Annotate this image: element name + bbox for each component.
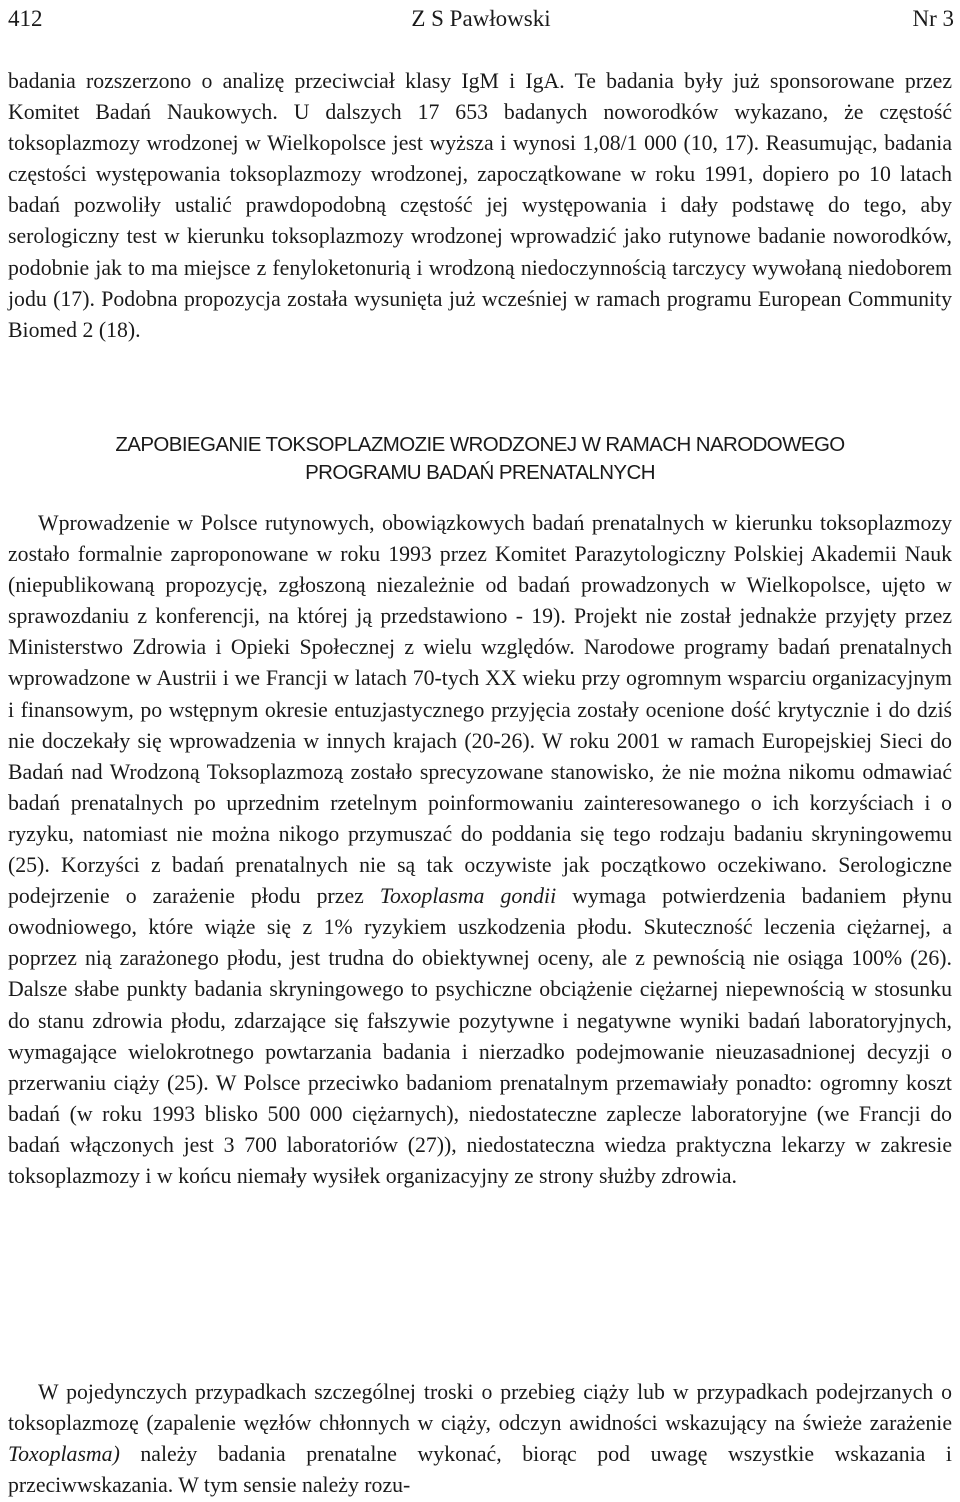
species-name-italic: Toxoplasma gondii	[379, 884, 557, 909]
issue-number: Nr 3	[912, 6, 954, 31]
paragraph-3-text-b: należy badania prenatalne wykonać, biorąc pod uwagę wszystkie wskazania i przeciwwskazania. W tym sensie należy rozu-	[8, 1442, 952, 1498]
genus-name-italic: Toxoplasma)	[8, 1442, 120, 1467]
section-heading-line-1: ZAPOBIEGANIE TOKSOPLAZMOZIE WRODZONEJ W RAMACH NARODOWEGO	[115, 433, 845, 456]
page-number: 412	[8, 6, 43, 31]
section-heading-line-2: PROGRAMU BADAŃ PRENATALNYCH	[305, 461, 655, 484]
paragraph-3-text-a: W pojedynczych przypadkach szczególnej troski o przebieg ciąży lub w przypadkach podejrzanych o toksoplazmozę (zapalenie węzłów chłonnych w ciąży, odczyn awidności wskazujący na świeże zarażenie	[8, 1380, 952, 1436]
running-author: Z S Pawłowski	[411, 6, 551, 31]
paragraph-2-text-a: Wprowadzenie w Polsce rutynowych, obowiązkowych badań prenatalnych w kierunku toksoplazmozy zostało formalnie zaproponowane w roku 1993 przez Komitet Parazytologiczny Polskiej Akademii Nauk (niepublikowaną propozycję, zgłoszoną niezależnie od badań prowadzonych w Wielkopolsce, ujęto w sprawozdaniu z konferencji, na której ją przedstawiono - 19). Projekt nie został jednakże przyjęty przez Ministerstwo Zdrowia i Opieki Społecznej z wielu względów. Narodowe programy badań prenatalnych wprowadzone w Austrii i we Francji w latach 70-tych XX wieku przy ogromnym wsparciu organizacyjnym i finansowym, po wstępnym okresie entuzjastycznego przyjęcia zostały ocenione dość krytycznie i do dziś nie doczekały się wprowadzenia w innych krajach (20-26). W roku 2001 w ramach Europejskiej Sieci do Badań nad Wrodzoną Toksoplazmozą zostało sprecyzowane stanowisko, że nie można nikomu odmawiać badań prenatalnych po uprzednim rzetelnym poinformowaniu zainteresowanego o ich korzyściach i o ryzyku, natomiast nie można nikogo przymuszać do poddania się tego rodzaju badaniu skryningowemu (25). Korzyści z badań prenatalnych nie są tak oczywiste jak początkowo oczekiwano. Serologiczne podejrzenie o zarażenie płodu przez	[8, 511, 952, 909]
paragraph-individual-cases	[8, 1377, 952, 1501]
section-heading	[8, 431, 952, 487]
paragraph-continuation: badania rozszerzono o analizę przeciwciał klasy IgM i IgA. Te badania były już sponsorowane przez Komitet Badań Naukowych. U dalszych 17 653 badanych noworodków wykazano, że częstość toksoplazmozy wrodzonej w Wielkopolsce jest wyższa i wynosi 1,08/1 000 (10, 17). Reasumując, badania częstości występowania toksoplazmozy wrodzonej, zapoczątkowane w roku 1991, dopiero po 10 latach badań pozwoliły ustalić prawdopodobną częstość jej występowania i dały podstawę do tego, aby serologiczny test w kierunku toksoplazmozy wrodzonej wprowadzić jako rutynowe badanie noworodków, podobnie jak to ma miejsce z fenyloketonurią i wrodzoną niedoczynnością tarczycy wywołaną niedoborem jodu (17). Podobna propozycja została wysunięta już wcześniej w ramach programu European Community Biomed 2 (18).	[8, 69, 952, 342]
running-header	[8, 4, 954, 34]
paragraph-2-text-b: wymaga potwierdzenia badaniem płynu owodniowego, które wiąże się z 1% ryzykiem uszkodzenia płodu. Skuteczność leczenia ciężarnej, a poprzez nią zarażonego płodu, jest trudna do obiektywnej oceny, ale z pewnością nie osiąga 100% (26). Dalsze słabe punkty badania skryningowego to psychiczne obciążenie ciężarnej niepewnością w stosunku do stanu zdrowia płodu, zdarzające się fałszywie pozytywne i negatywne wyniki badań laboratoryjnych, wymagające wielokrotnego powtarzania badania i nierzadko podejmowanie nieuzasadnionej decyzji o przerwaniu ciąży (25). W Polsce przeciwko badaniom prenatalnym przemawiały ponadto: ogromny koszt badań (w roku 1993 blisko 500 000 ciężarnych), niedostateczne zaplecze laboratoryjne (we Francji do badań włączonych jest 3 700 laboratoriów (27)), niedostateczna wiedza praktyczna lekarzy w zakresie toksoplazmozy i w końcu niemały wysiłek organizacyjny ze strony służby zdrowia.	[8, 884, 952, 1188]
paragraph-prenatal-programs	[8, 508, 952, 1192]
